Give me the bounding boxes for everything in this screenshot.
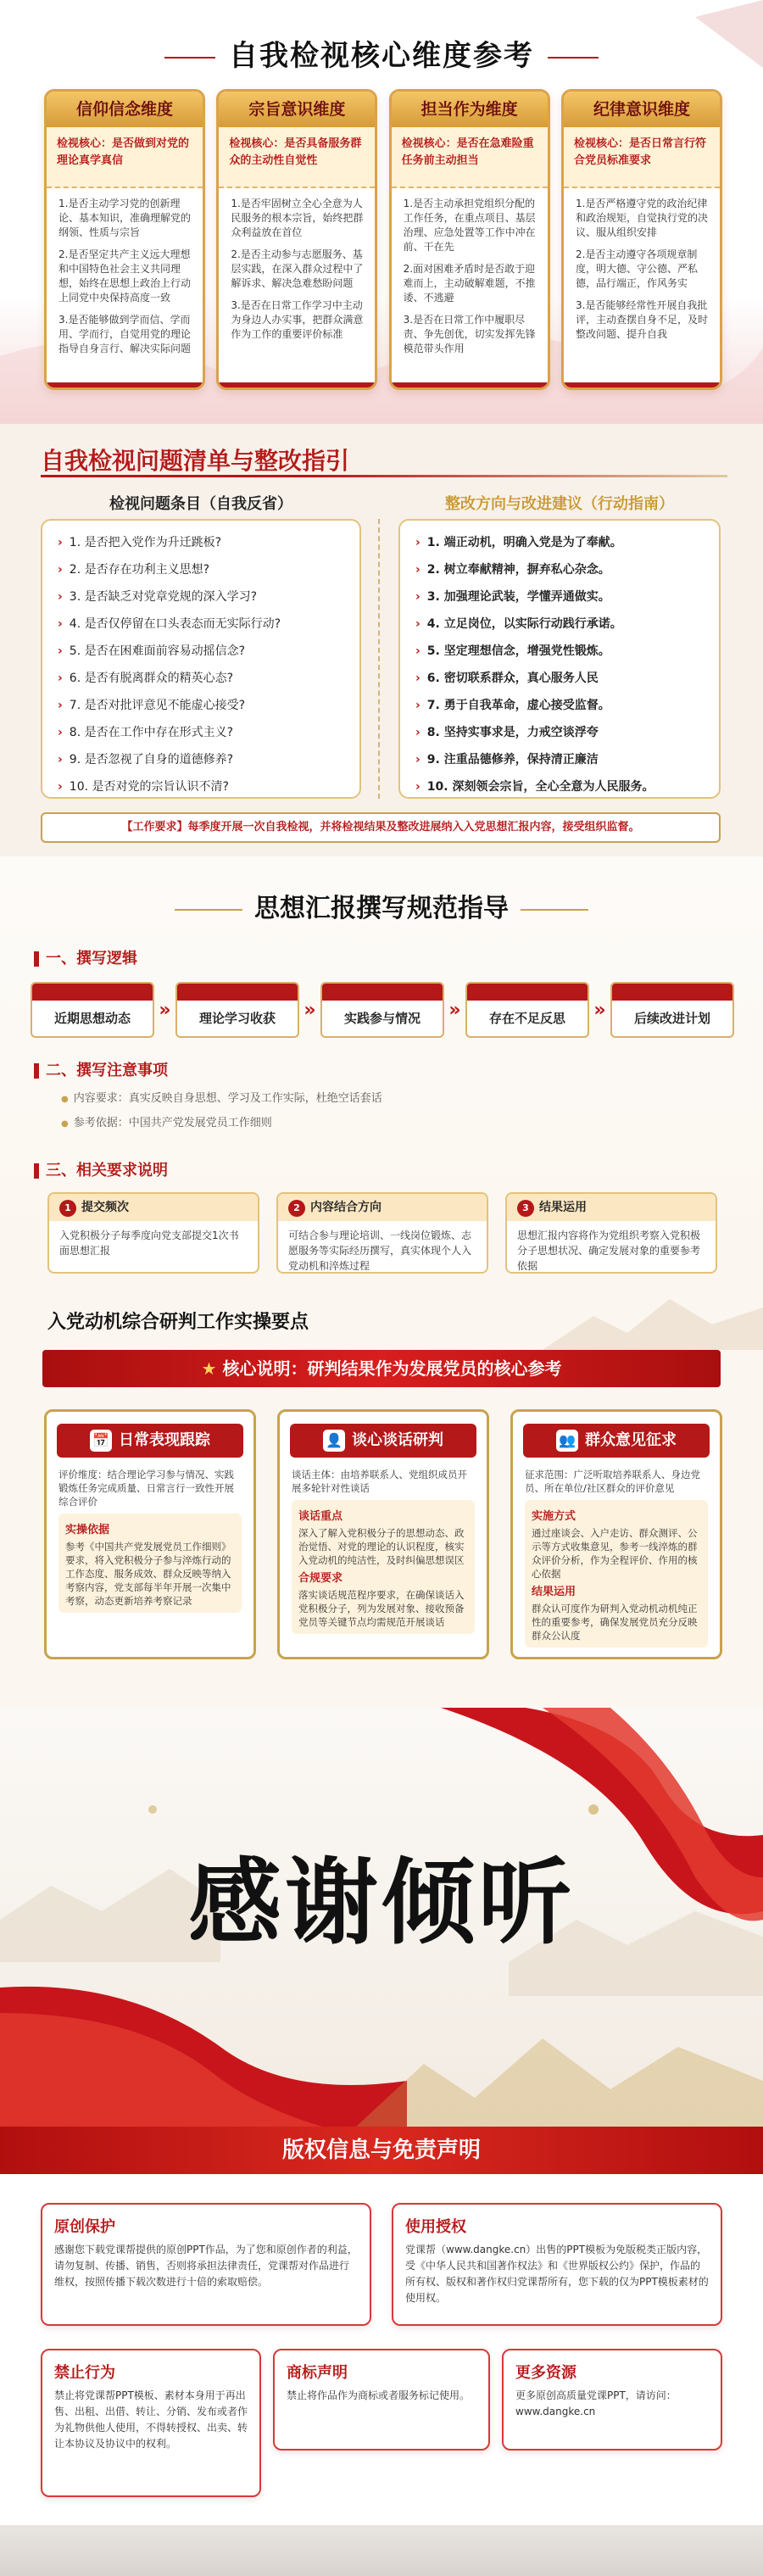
people-icon: 👥 (556, 1430, 578, 1452)
copyright-title: 版权信息与免责声明 (0, 2127, 763, 2174)
subheading-requirements: 三、相关要求说明 (34, 1158, 168, 1180)
note-item: ● 内容要求：真实反映自身思想、学习及工作实际，杜绝空话套话 (61, 1087, 382, 1112)
requirement-card: 3 结果运用 思想汇报内容将作为党组织考察入党积极分子思想状况、确定发展对象的重要参考依据 (505, 1192, 717, 1274)
list-item: › 4. 立足岗位，以实际行动践行承诺。 (415, 617, 622, 631)
card-item: 1.是否主动学习党的创新理论、基本知识，准确理解党的纲领、性质与宗旨 (58, 198, 192, 238)
list-item: › 8. 坚持实事求是，力戒空谈浮夸 (415, 726, 599, 739)
card-item: 3.是否能够做到学而信、学而用、学而行，自觉用党的理论指导自身言行、解决实际问题 (58, 314, 192, 354)
arrow-right-icon: » (593, 999, 606, 1021)
questions-header: 检视问题条目（自我反省） (109, 495, 292, 513)
arrow-right-icon: » (304, 999, 316, 1021)
card-item: 1.是否牢固树立全心全意为人民服务的根本宗旨，始终把群众利益放在首位 (231, 198, 364, 238)
tracking-card: 📅 日常表现跟踪 评价维度：结合理论学习参与情况、实践锻炼任务完成质量、日常言行一致性开展综合评价 实操依据 参考《中国共产党发展党员工作细则》要求，将入党积极分子参与淬炼行动的工作态度、服务成效、群众反映等纳入考察内容，党支部每半年开展一次集中考察，动态更新培养考察记录 (44, 1409, 256, 1659)
section-title: 思想汇报撰写规范指导 (0, 887, 763, 924)
calendar-icon: 📅 (90, 1430, 112, 1452)
dimension-card-discipline (561, 89, 722, 390)
copyright-card-original: 原创保护 感谢您下载党课帮提供的原创PPT作品，为了您和原创作者的利益，请勿复制、传播、销售，否则将承担法律责任，党课帮对作品进行维权，按照传播下载次数进行十倍的索取赔偿。 (41, 2203, 371, 2326)
list-item: › 10. 是否对党的宗旨认识不清? (58, 780, 229, 794)
card-core: 检视核心：是否日常言行符合党员标准要求 (564, 127, 720, 188)
list-item: › 10. 深刻领会宗旨，全心全意为人民服务。 (415, 780, 654, 794)
checklist-section (0, 424, 763, 856)
flow-step: 近期思想动态 (31, 982, 154, 1038)
list-item: › 5. 是否在困难面前容易动摇信念? (58, 644, 246, 658)
actions-list (398, 519, 721, 799)
list-item: › 6. 是否有脱离群众的精英心态? (58, 672, 234, 685)
card-title: 纪律意识维度 (564, 92, 720, 127)
list-item: › 7. 是否对批评意见不能虚心接受? (58, 699, 246, 712)
card-core: 检视核心：是否做到对党的理论真学真信 (47, 127, 203, 188)
flow-step: 后续改进计划 (610, 982, 734, 1038)
dimension-card-responsibility (389, 89, 550, 390)
copyright-section (0, 2127, 763, 2576)
subheading-logic: 一、撰写逻辑 (34, 946, 137, 968)
section-title: 自我检视问题清单与整改指引 (41, 447, 350, 475)
list-item: › 1. 端正动机，明确入党是为了奉献。 (415, 536, 622, 549)
list-item: › 9. 是否忽视了自身的道德修养? (58, 753, 234, 767)
interview-card: 👤 谈心谈话研判 谈话主体：由培养联系人、党组织成员开展多轮针对性谈话 谈话重点 深入了解入党积极分子的思想动态、政治觉悟、对党的理论的认识程度，核实入党动机的纯洁性，及时纠偏思想误区 合规要求 落实谈话规范程序要求，在确保谈话入党积极分子，列为发展对象、接收预备党员等关键节点均需规范开展谈话 (277, 1409, 489, 1659)
note-item: ● 参考依据：中国共产党发展党员工作细则 (61, 1112, 382, 1136)
requirement-card: 2 内容结合方向 可结合参与理论培训、一线岗位锻炼、志愿服务等实际经历撰写，真实体现个人入党动机和淬炼过程 (276, 1192, 488, 1274)
actions-header: 整改方向与改进建议（行动指南） (445, 495, 674, 513)
card-item: 3.是否在日常工作学习中主动为身边人办实事，把群众满意作为工作的重要评价标准 (231, 299, 364, 340)
list-item: › 4. 是否仅停留在口头表态而无实际行动? (58, 617, 281, 631)
list-item: › 8. 是否在工作中存在形式主义? (58, 726, 234, 739)
card-core: 检视核心：是否在急难险重任务前主动担当 (392, 127, 548, 188)
page-title: 自我检视核心维度参考 (0, 32, 763, 74)
copyright-card-trademark: 商标声明 禁止将作品作为商标或者服务标记使用。 (273, 2349, 490, 2451)
card-title: 担当作为维度 (392, 92, 548, 127)
requirements (47, 1192, 717, 1274)
list-item: › 1. 是否把入党作为升迁跳板? (58, 536, 222, 549)
card-item: 2.是否主动参与志愿服务、基层实践，在深入群众过程中了解诉求、解决急难愁盼问题 (231, 248, 364, 289)
questions-list (41, 519, 361, 799)
card-item: 1.是否主动承担党组织分配的工作任务，在重点项目、基层治理、应急处置等工作中冲在前、干在先 (403, 198, 536, 253)
list-item: › 2. 是否存在功利主义思想? (58, 563, 210, 577)
flow-step: 实践参与情况 (320, 982, 444, 1038)
dimension-card-purpose (216, 89, 377, 390)
person-icon: 👤 (323, 1430, 345, 1452)
star-icon: ★ (201, 1358, 217, 1379)
card-title: 信仰信念维度 (47, 92, 203, 127)
card-item: 3.是否在日常工作中履职尽责、争先创优，切实发挥先锋模范带头作用 (403, 314, 536, 354)
list-item: › 3. 是否缺乏对党章党规的深入学习? (58, 590, 258, 604)
card-item: 1.是否严格遵守党的政治纪律和政治规矩，自觉执行党的决议、服从组织安排 (575, 198, 708, 238)
thanks-section (0, 1708, 763, 2127)
arrow-right-icon: » (448, 999, 461, 1021)
list-item: › 9. 注重品德修养，保持清正廉洁 (415, 753, 599, 767)
card-item: 3.是否能够经常性开展自我批评，主动查摆自身不足，及时整改问题、提升自我 (575, 299, 708, 340)
requirement-card: 1 提交频次 入党积极分子每季度向党支部提交1次书面思想汇报 (47, 1192, 259, 1274)
core-ribbon: ★ 核心说明：研判结果作为发展党员的核心参考 (42, 1350, 721, 1387)
card-core: 检视核心：是否具备服务群众的主动性自觉性 (219, 127, 375, 188)
copyright-card-resources: 更多资源 更多原创高质量党课PPT，请访问：www.dangke.cn (502, 2349, 722, 2451)
list-item: › 2. 树立奉献精神，摒弃私心杂念。 (415, 563, 610, 577)
flow-step: 存在不足反思 (465, 982, 589, 1038)
copyright-card-license: 使用授权 党课帮（www.dangke.cn）出售的PPT模板为免版税类正版内容，受《中华人民共和国著作权法》和《世界版权公约》保护，作品的所有权、版权和著作权归党课帮所有，您下载的仅为PPT模板素材的使用权。 (392, 2203, 722, 2326)
arrow-right-icon: » (159, 999, 171, 1021)
card-title: 宗旨意识维度 (219, 92, 375, 127)
notes-list (61, 1087, 382, 1136)
list-item: › 7. 勇于自我革命，虚心接受监督。 (415, 699, 610, 712)
core-dimensions-section (0, 0, 763, 424)
section-title: 入党动机综合研判工作实操要点 (47, 1312, 309, 1333)
subheading-notes: 二、撰写注意事项 (34, 1058, 168, 1080)
public-opinion-card: 👥 群众意见征求 征求范围：广泛听取培养联系人、身边党员、所在单位/社区群众的评价意见 实施方式 通过座谈会、入户走访、群众测评、公示等方式收集意见，参考一线淬炼的群众评价分析，作为全程评价、作用的核心依据 结果运用 群众认可度作为研判入党动机动机纯正性的重要参考，确保发展党员充分反映群众公认度 (510, 1409, 722, 1659)
card-item: 2.是否主动遵守各项规章制度，明大德、守公德、严私德，品行端正，作风务实 (575, 248, 698, 289)
copyright-card-prohibited: 禁止行为 禁止将党课帮PPT模板、素材本身用于再出售、出租、出借、转让、分销、发布或者作为礼物供他人使用，不得转授权、出卖、转让本协议及协议中的权利。 (41, 2349, 261, 2497)
motivation-review-section (0, 1291, 763, 1708)
card-item: 2.是否坚定共产主义远大理想和中国特色社会主义共同理想，始终在思想上政治上行动上同党中央保持高度一致 (58, 248, 192, 304)
list-item: › 6. 密切联系群众，真心服务人民 (415, 672, 599, 685)
writing-flow (31, 982, 734, 1038)
list-item: › 3. 加强理论武装，学懂弄通做实。 (415, 590, 610, 604)
list-item: › 5. 坚定理想信念，增强党性锻炼。 (415, 644, 610, 658)
mountain-decoration (543, 1291, 763, 1350)
flow-step: 理论学习收获 (175, 982, 299, 1038)
work-requirement-note: 【工作要求】每季度开展一次自我检视，并将检视结果及整改进展纳入入党思想汇报内容，接受组织监督。 (41, 812, 721, 843)
report-guide-section (0, 856, 763, 1291)
thanks-text: 感谢倾听 (188, 1848, 575, 1957)
card-item: 2.面对困难矛盾时是否敢于迎难而上，主动破解难题，不推诿、不逃避 (403, 263, 536, 304)
dimension-card-belief (44, 89, 205, 390)
